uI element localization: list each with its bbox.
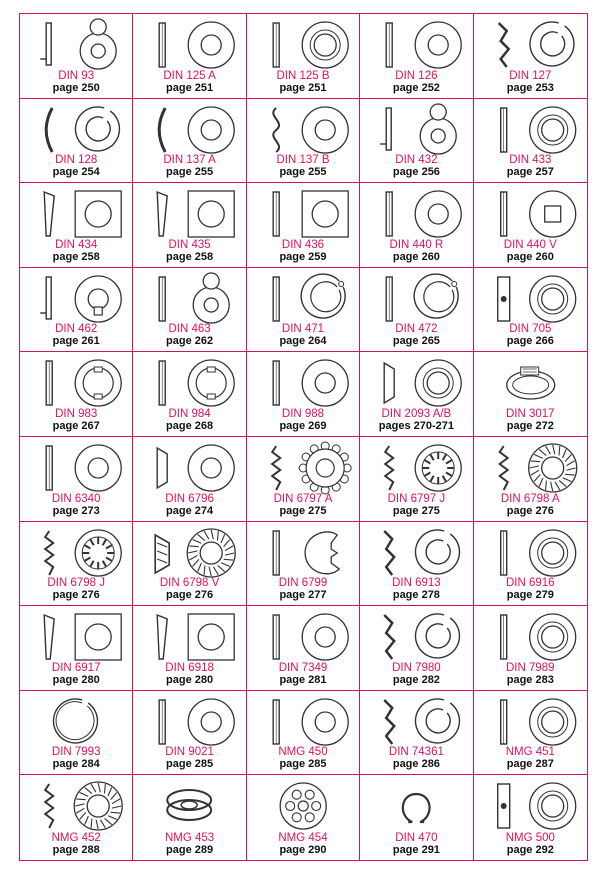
page-reference: page 262 [166,335,214,348]
catalog-cell[interactable] [474,522,587,607]
face-view [529,191,575,237]
page-reference: page 273 [52,504,100,517]
side-view [44,192,54,236]
standard-label: DIN 463 [168,323,211,336]
washer-drawing [474,778,587,834]
standard-label: DIN 137 A [163,154,216,167]
catalog-cell[interactable] [133,14,246,99]
face-view [189,191,235,237]
standard-label: DIN 983 [55,407,98,420]
washer-drawing [133,440,245,496]
face-view [530,22,574,66]
washer-drawing [133,271,245,327]
washer-drawing [20,609,132,665]
washer-drawing [247,778,359,834]
standard-label: DIN 435 [168,238,211,251]
washer-drawing [247,186,359,242]
washer-drawing [360,525,472,581]
catalog-cell[interactable] [133,606,246,691]
catalog-cell[interactable] [133,352,246,437]
page-reference: page 276 [52,589,100,602]
side-view [384,615,394,659]
side-view [500,700,506,744]
page-reference: page 258 [166,250,214,263]
side-view [384,531,394,575]
face-view [188,529,236,577]
page-reference: page 280 [52,673,100,686]
standard-label: DIN 436 [281,238,325,251]
page-reference: page 290 [279,843,327,856]
face-view [529,783,575,829]
standard-label: DIN 433 [509,154,552,167]
side-view [273,615,279,659]
side-view [380,108,391,150]
side-view [156,535,170,573]
standard-label: DIN 6799 [278,577,328,590]
catalog-cell[interactable] [360,606,473,691]
side-view [40,23,51,65]
catalog-cell[interactable] [247,775,360,860]
face-view [189,360,235,406]
washer-drawing [133,102,245,158]
standard-label: NMG 452 [51,831,101,844]
page-reference: page 279 [506,589,554,602]
catalog-cell[interactable] [133,691,246,776]
face-view [528,444,576,492]
catalog-cell[interactable] [20,437,133,522]
face-view [75,276,121,322]
catalog-cell[interactable] [474,437,587,522]
face-view [75,191,121,237]
standard-label: DIN 7980 [392,661,441,674]
washer-drawing [20,778,132,834]
face-view [280,783,326,829]
page-reference: page 251 [166,81,214,94]
side-view [160,277,166,321]
face-view [506,367,554,399]
face-view [80,19,116,69]
page-reference: page 264 [279,335,327,348]
washer-drawing [133,355,245,411]
standard-label: DIN 6917 [51,661,101,674]
face-view [302,107,348,153]
catalog-cell[interactable] [133,268,246,353]
standard-label: NMG 450 [278,746,328,759]
washer-drawing [20,440,132,496]
standard-label: DIN 440 R [389,238,444,251]
page-reference: page 254 [52,166,100,179]
page-reference: page 287 [506,758,554,771]
face-view [305,532,339,574]
catalog-cell[interactable] [133,99,246,184]
catalog-cell[interactable] [360,352,473,437]
standard-label: DIN 6340 [51,492,101,505]
standard-label: DIN 988 [281,407,325,420]
catalog-cell[interactable] [474,691,587,776]
standard-label: DIN 7349 [278,661,328,674]
face-view [420,104,456,154]
standard-label: NMG 500 [505,831,555,844]
standard-label: DIN 7989 [506,661,555,674]
washer-drawing [360,102,472,158]
face-view [75,445,121,491]
standard-label: DIN 6798 J [47,577,105,590]
catalog-cell[interactable] [20,268,133,353]
page-reference: page 288 [52,843,100,856]
face-view [416,699,460,743]
side-view [160,23,166,67]
face-view [75,614,121,660]
washer-drawing [133,17,245,73]
face-view [415,445,461,491]
standard-label: DIN 470 [395,831,438,844]
catalog-cell[interactable] [247,437,360,522]
washer-drawing [20,102,132,158]
washer-drawing [474,609,587,665]
side-view [160,700,166,744]
standard-label: DIN 440 V [503,238,557,251]
washer-drawing [247,440,359,496]
page-reference: page 251 [279,81,327,94]
washer-drawing [247,355,359,411]
washer-drawing [133,609,245,665]
catalog-cell[interactable] [20,99,133,184]
standard-label: DIN 6918 [165,661,214,674]
page-reference: page 274 [166,504,214,517]
side-view [386,277,392,321]
page-reference: page 266 [506,335,554,348]
face-view [189,699,235,745]
catalog-cell[interactable] [133,522,246,607]
side-view [498,23,508,67]
side-view [497,277,509,321]
catalog-cell[interactable] [133,183,246,268]
catalog-cell[interactable] [20,691,133,776]
page-reference: page 283 [506,673,554,686]
page-reference: page 261 [52,335,100,348]
catalog-cell[interactable] [247,352,360,437]
side-view [46,361,52,405]
face-view [302,22,348,68]
page-reference: page 265 [392,335,440,348]
face-view [302,699,348,745]
side-view [160,361,166,405]
face-view [189,445,235,491]
face-view [415,360,461,406]
catalog-cell[interactable] [474,99,587,184]
catalog-cell[interactable] [474,606,587,691]
catalog-cell[interactable] [474,268,587,353]
page-reference: page 277 [279,589,327,602]
page-reference: page 282 [392,673,440,686]
side-view [158,192,168,236]
face-view [302,360,348,406]
side-view [386,192,392,236]
washer-drawing [247,694,359,750]
washer-drawing [20,17,132,73]
catalog-cell[interactable] [360,775,473,860]
side-view [160,108,166,152]
side-view [500,615,506,659]
face-view [529,530,575,576]
page-reference: page 286 [392,758,440,771]
face-view [53,699,97,743]
side-view [272,446,280,490]
face-view [75,530,121,576]
standard-label: DIN 137 B [276,154,330,167]
catalog-cell[interactable] [133,775,246,860]
washer-drawing [247,17,359,73]
page-reference: page 260 [506,250,554,263]
face-view [75,360,121,406]
catalog-cell[interactable] [20,522,133,607]
standard-label: DIN 74361 [388,746,444,759]
face-view [529,614,575,660]
page-reference: page 253 [506,81,554,94]
side-view [273,192,279,236]
catalog-cell[interactable] [360,437,473,522]
page-reference: page 289 [166,843,214,856]
standard-label: DIN 705 [509,323,552,336]
catalog-cell[interactable] [20,352,133,437]
standard-label: DIN 6796 [165,492,214,505]
catalog-cell[interactable] [247,691,360,776]
standard-label: DIN 434 [55,238,98,251]
washer-drawing [474,271,587,327]
face-view [416,614,460,658]
side-view [500,108,506,152]
washer-drawing [360,186,472,242]
face-view [529,107,575,153]
page-reference: page 267 [52,419,100,432]
page-reference: page 260 [392,250,440,263]
washer-drawing [247,609,359,665]
page-reference: page 255 [166,166,214,179]
face-view [189,614,235,660]
catalog-cell[interactable] [360,691,473,776]
catalog-cell[interactable] [360,183,473,268]
page-reference: page 269 [279,419,327,432]
washer-drawing [20,694,132,750]
side-view [273,277,279,321]
catalog-cell[interactable] [247,99,360,184]
face-view [302,614,348,660]
side-view [273,23,279,67]
washer-drawing [360,271,472,327]
face-view [415,191,461,237]
washer-drawing [20,525,132,581]
washer-drawing [474,186,587,242]
page-reference: page 275 [279,504,327,517]
standard-label: DIN 984 [168,407,211,420]
face-view [302,191,348,237]
standard-label: DIN 6798 A [500,492,560,505]
side-view [500,531,506,575]
page-reference: pages 270-271 [378,419,454,432]
washer-drawing [474,440,587,496]
washer-drawing [20,186,132,242]
side-view [44,615,54,659]
face-view [529,699,575,745]
face-view [416,530,460,574]
side-view [40,277,51,319]
washer-catalog-grid [19,13,588,861]
catalog-cell[interactable] [133,437,246,522]
standard-label: DIN 93 [58,69,95,82]
side-view [384,700,394,744]
standard-label: DIN 6798 V [159,577,220,590]
washer-drawing [474,355,587,411]
standard-label: DIN 9021 [165,746,214,759]
side-view [46,108,52,152]
washer-drawing [360,609,472,665]
side-view [385,446,393,490]
catalog-cell[interactable] [360,522,473,607]
washer-drawing [360,355,472,411]
standard-label: DIN 128 [55,154,98,167]
page-reference: page 275 [392,504,440,517]
page-reference: page 285 [279,758,327,771]
side-view [497,784,509,828]
catalog-cell[interactable] [360,14,473,99]
page-reference: page 256 [392,166,440,179]
side-view [273,361,279,405]
washer-drawing [133,694,245,750]
face-view [414,274,458,318]
standard-label: NMG 454 [278,831,328,844]
catalog-cell[interactable] [474,14,587,99]
washer-drawing [20,355,132,411]
standard-label: DIN 127 [509,69,552,82]
washer-drawing [360,17,472,73]
page-reference: page 278 [392,589,440,602]
side-view [386,23,392,67]
catalog-cell[interactable] [474,183,587,268]
catalog-cell[interactable] [247,14,360,99]
standard-label: DIN 432 [395,154,438,167]
page-reference: page 255 [279,166,327,179]
side-view [384,363,394,403]
page-reference: page 258 [52,250,100,263]
catalog-cell[interactable] [247,268,360,353]
page-reference: page 291 [392,843,440,856]
face-view [168,790,212,820]
washer-drawing [133,525,245,581]
side-view [273,108,279,152]
side-view [158,615,168,659]
page-reference: page 280 [166,673,214,686]
page-reference: page 292 [506,843,554,856]
side-view [273,700,279,744]
face-view [415,22,461,68]
washer-drawing [360,440,472,496]
side-view [45,531,53,575]
page-reference: page 268 [166,419,214,432]
face-view [189,22,235,68]
standard-label: DIN 472 [395,323,438,336]
standard-label: DIN 2093 A/B [381,407,452,420]
catalog-cell[interactable] [20,14,133,99]
side-view [273,531,279,575]
catalog-cell[interactable] [247,606,360,691]
catalog-cell[interactable] [20,606,133,691]
standard-label: DIN 7993 [51,746,101,759]
washer-drawing [474,525,587,581]
washer-drawing [474,694,587,750]
page-reference: page 276 [506,504,554,517]
page-reference: page 250 [52,81,100,94]
washer-drawing [474,17,587,73]
standard-label: NMG 451 [505,746,555,759]
washer-drawing [247,271,359,327]
washer-drawing [133,186,245,242]
washer-drawing [360,694,472,750]
face-view [301,274,345,318]
standard-label: DIN 126 [395,69,438,82]
standard-label: DIN 6797 A [273,492,333,505]
washer-drawing [474,102,587,158]
washer-drawing [133,778,245,834]
face-view [194,273,230,323]
side-view [45,784,53,828]
page-reference: page 257 [506,166,554,179]
standard-label: NMG 453 [164,831,215,844]
page-reference: page 285 [166,758,214,771]
face-view [75,107,119,151]
standard-label: DIN 471 [281,323,325,336]
standard-label: DIN 125 B [276,69,330,82]
page-reference: page 276 [166,589,214,602]
page-reference: page 272 [506,419,554,432]
catalog-cell[interactable] [20,775,133,860]
page-reference: page 284 [52,758,100,771]
standard-label: DIN 6797 J [387,492,446,505]
standard-label: DIN 3017 [506,407,555,420]
side-view [46,446,52,490]
face-view [74,782,122,830]
standard-label: DIN 6913 [392,577,441,590]
catalog-cell[interactable] [20,183,133,268]
washer-drawing [247,102,359,158]
catalog-cell[interactable] [247,522,360,607]
catalog-cell[interactable] [247,183,360,268]
catalog-cell[interactable] [360,268,473,353]
standard-label: DIN 462 [55,323,98,336]
face-view [403,794,430,822]
face-view [299,442,351,494]
standard-label: DIN 125 A [163,69,216,82]
face-view [189,107,235,153]
catalog-cell[interactable] [474,775,587,860]
side-view [499,446,507,490]
page-reference: page 259 [279,250,327,263]
catalog-cell[interactable] [360,99,473,184]
page-reference: page 252 [392,81,440,94]
washer-drawing [20,271,132,327]
side-view [500,192,506,236]
side-view [158,448,168,488]
catalog-cell[interactable] [474,352,587,437]
page-reference: page 281 [279,673,327,686]
washer-drawing [247,525,359,581]
washer-drawing [360,778,472,834]
standard-label: DIN 6916 [506,577,555,590]
face-view [529,276,575,322]
